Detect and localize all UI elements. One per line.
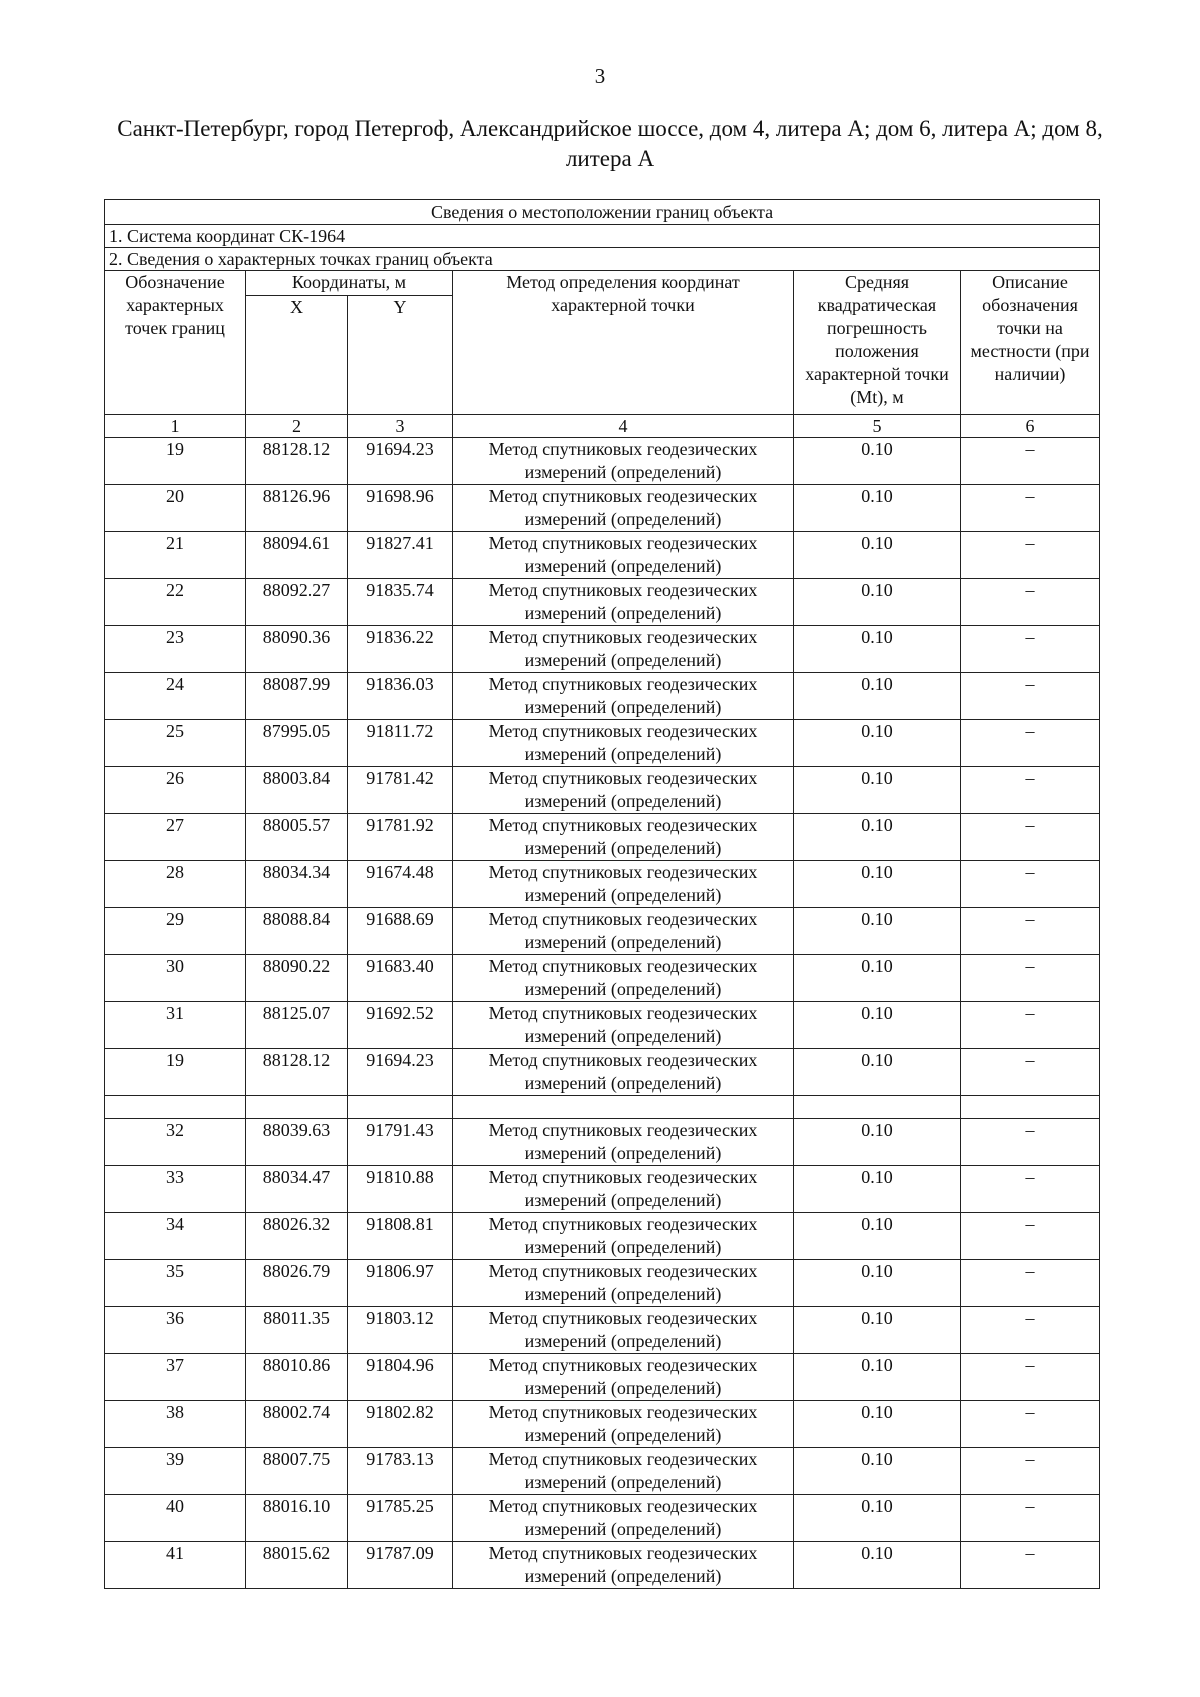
method-cell: Метод спутниковых геодезических измерений (определений) — [453, 861, 794, 908]
point-number: 33 — [105, 1166, 246, 1213]
point-number: 34 — [105, 1213, 246, 1260]
description-cell: – — [961, 1401, 1100, 1448]
column-number: 1 — [105, 415, 246, 438]
boundary-coordinates-table — [104, 199, 1100, 1589]
point-number: 41 — [105, 1542, 246, 1589]
description-cell: – — [961, 767, 1100, 814]
description-cell: – — [961, 1002, 1100, 1049]
description-cell: – — [961, 1448, 1100, 1495]
method-cell: Метод спутниковых геодезических измерений (определений) — [453, 438, 794, 485]
error-cell: 0.10 — [794, 673, 961, 720]
description-cell: – — [961, 1260, 1100, 1307]
error-cell: 0.10 — [794, 1307, 961, 1354]
point-number: 32 — [105, 1119, 246, 1166]
coordinate-x: 88088.84 — [246, 908, 348, 955]
empty-cell — [961, 1096, 1100, 1119]
description-cell: – — [961, 1354, 1100, 1401]
table-row — [105, 1542, 1100, 1589]
point-number: 19 — [105, 1049, 246, 1096]
description-cell: – — [961, 1049, 1100, 1096]
point-number: 29 — [105, 908, 246, 955]
coordinate-y: 91674.48 — [348, 861, 453, 908]
description-cell: – — [961, 532, 1100, 579]
method-cell: Метод спутниковых геодезических измерений (определений) — [453, 1542, 794, 1589]
coordinate-y: 91783.13 — [348, 1448, 453, 1495]
method-cell: Метод спутниковых геодезических измерений (определений) — [453, 767, 794, 814]
coordinate-y: 91694.23 — [348, 438, 453, 485]
coordinate-x: 88026.79 — [246, 1260, 348, 1307]
coordinate-y: 91688.69 — [348, 908, 453, 955]
table-row — [105, 673, 1100, 720]
error-cell: 0.10 — [794, 767, 961, 814]
coordinate-x: 88002.74 — [246, 1401, 348, 1448]
description-cell: – — [961, 1166, 1100, 1213]
coordinate-y: 91791.43 — [348, 1119, 453, 1166]
error-cell: 0.10 — [794, 438, 961, 485]
table-row — [105, 1049, 1100, 1096]
table-row — [105, 1354, 1100, 1401]
point-number: 25 — [105, 720, 246, 767]
point-number: 40 — [105, 1495, 246, 1542]
header-method: Метод определения координат характерной точки — [453, 271, 794, 415]
coordinate-x: 88090.36 — [246, 626, 348, 673]
table-row — [105, 814, 1100, 861]
error-cell: 0.10 — [794, 1495, 961, 1542]
coordinate-x: 88015.62 — [246, 1542, 348, 1589]
coordinate-y: 91810.88 — [348, 1166, 453, 1213]
table-row — [105, 1401, 1100, 1448]
point-number: 27 — [105, 814, 246, 861]
empty-cell — [105, 1096, 246, 1119]
empty-cell — [246, 1096, 348, 1119]
table-row — [105, 1260, 1100, 1307]
coordinate-x: 88007.75 — [246, 1448, 348, 1495]
method-cell: Метод спутниковых геодезических измерений (определений) — [453, 1495, 794, 1542]
coordinate-x: 88039.63 — [246, 1119, 348, 1166]
method-cell: Метод спутниковых геодезических измерений (определений) — [453, 1448, 794, 1495]
coordinate-y: 91836.03 — [348, 673, 453, 720]
coordinate-y: 91781.92 — [348, 814, 453, 861]
coordinate-x: 88016.10 — [246, 1495, 348, 1542]
empty-cell — [453, 1096, 794, 1119]
point-number: 19 — [105, 438, 246, 485]
method-cell: Метод спутниковых геодезических измерений (определений) — [453, 1213, 794, 1260]
table-row — [105, 1119, 1100, 1166]
header-description: Описание обозначения точки на местности (при наличии) — [961, 271, 1100, 415]
description-cell: – — [961, 908, 1100, 955]
header-x: X — [246, 296, 348, 415]
coordinate-x: 88125.07 — [246, 1002, 348, 1049]
error-cell: 0.10 — [794, 1260, 961, 1307]
coordinate-y: 91808.81 — [348, 1213, 453, 1260]
error-cell: 0.10 — [794, 720, 961, 767]
error-cell: 0.10 — [794, 1166, 961, 1213]
error-cell: 0.10 — [794, 1354, 961, 1401]
error-cell: 0.10 — [794, 1049, 961, 1096]
table-row — [105, 1213, 1100, 1260]
table-row — [105, 720, 1100, 767]
method-cell: Метод спутниковых геодезических измерений (определений) — [453, 579, 794, 626]
document-address-heading: Санкт-Петербург, город Петергоф, Александрийское шоссе, дом 4, литера А; дом 6, литера А; дом 8, литера А — [117, 116, 1103, 171]
error-cell: 0.10 — [794, 861, 961, 908]
point-number: 23 — [105, 626, 246, 673]
coordinate-x: 88026.32 — [246, 1213, 348, 1260]
point-number: 21 — [105, 532, 246, 579]
table-title: Сведения о местоположении границ объекта — [105, 200, 1100, 225]
method-cell: Метод спутниковых геодезических измерений (определений) — [453, 720, 794, 767]
description-cell: – — [961, 673, 1100, 720]
table-row — [105, 908, 1100, 955]
coordinate-x: 88092.27 — [246, 579, 348, 626]
header-coordinates: Координаты, м — [246, 271, 453, 296]
description-cell: – — [961, 626, 1100, 673]
coordinate-x: 87995.05 — [246, 720, 348, 767]
method-cell: Метод спутниковых геодезических измерений (определений) — [453, 532, 794, 579]
table-row — [105, 485, 1100, 532]
coordinate-x: 88087.99 — [246, 673, 348, 720]
coordinate-y: 91781.42 — [348, 767, 453, 814]
table-row — [105, 626, 1100, 673]
error-cell: 0.10 — [794, 532, 961, 579]
coordinate-x: 88090.22 — [246, 955, 348, 1002]
description-cell: – — [961, 861, 1100, 908]
page-number: 3 — [594, 64, 606, 88]
column-number: 3 — [348, 415, 453, 438]
description-cell: – — [961, 579, 1100, 626]
method-cell: Метод спутниковых геодезических измерений (определений) — [453, 908, 794, 955]
group-separator-row — [105, 1096, 1100, 1119]
coordinate-y: 91802.82 — [348, 1401, 453, 1448]
description-cell: – — [961, 438, 1100, 485]
description-cell: – — [961, 1495, 1100, 1542]
coordinate-x: 88011.35 — [246, 1307, 348, 1354]
method-cell: Метод спутниковых геодезических измерений (определений) — [453, 1401, 794, 1448]
description-cell: – — [961, 1307, 1100, 1354]
method-cell: Метод спутниковых геодезических измерений (определений) — [453, 673, 794, 720]
point-number: 20 — [105, 485, 246, 532]
description-cell: – — [961, 955, 1100, 1002]
table-row — [105, 1448, 1100, 1495]
error-cell: 0.10 — [794, 955, 961, 1002]
point-number: 31 — [105, 1002, 246, 1049]
coordinate-y: 91692.52 — [348, 1002, 453, 1049]
table-row — [105, 861, 1100, 908]
coordinate-x: 88034.47 — [246, 1166, 348, 1213]
coordinate-x: 88003.84 — [246, 767, 348, 814]
error-cell: 0.10 — [794, 1542, 961, 1589]
description-cell: – — [961, 814, 1100, 861]
point-number: 37 — [105, 1354, 246, 1401]
description-cell: – — [961, 485, 1100, 532]
characteristic-points-line: 2. Сведения о характерных точках границ объекта — [105, 248, 1100, 271]
table-row — [105, 955, 1100, 1002]
point-number: 36 — [105, 1307, 246, 1354]
point-number: 24 — [105, 673, 246, 720]
coordinate-y: 91836.22 — [348, 626, 453, 673]
point-number: 28 — [105, 861, 246, 908]
coordinate-y: 91694.23 — [348, 1049, 453, 1096]
description-cell: – — [961, 720, 1100, 767]
table-row — [105, 532, 1100, 579]
error-cell: 0.10 — [794, 485, 961, 532]
coordinate-x: 88034.34 — [246, 861, 348, 908]
method-cell: Метод спутниковых геодезических измерений (определений) — [453, 485, 794, 532]
method-cell: Метод спутниковых геодезических измерений (определений) — [453, 1049, 794, 1096]
point-number: 38 — [105, 1401, 246, 1448]
coordinate-x: 88010.86 — [246, 1354, 348, 1401]
method-cell: Метод спутниковых геодезических измерений (определений) — [453, 1307, 794, 1354]
point-number: 39 — [105, 1448, 246, 1495]
coordinate-x: 88128.12 — [246, 438, 348, 485]
description-cell: – — [961, 1542, 1100, 1589]
error-cell: 0.10 — [794, 1448, 961, 1495]
coordinate-y: 91803.12 — [348, 1307, 453, 1354]
coordinate-y: 91806.97 — [348, 1260, 453, 1307]
error-cell: 0.10 — [794, 1119, 961, 1166]
method-cell: Метод спутниковых геодезических измерений (определений) — [453, 1119, 794, 1166]
coordinate-y: 91811.72 — [348, 720, 453, 767]
method-cell: Метод спутниковых геодезических измерений (определений) — [453, 1260, 794, 1307]
coordinate-y: 91835.74 — [348, 579, 453, 626]
coordinate-y: 91787.09 — [348, 1542, 453, 1589]
coordinate-system-line: 1. Система координат СК-1964 — [105, 225, 1100, 248]
coordinate-y: 91785.25 — [348, 1495, 453, 1542]
method-cell: Метод спутниковых геодезических измерений (определений) — [453, 814, 794, 861]
column-number: 2 — [246, 415, 348, 438]
error-cell: 0.10 — [794, 1213, 961, 1260]
point-number: 22 — [105, 579, 246, 626]
coordinate-x: 88128.12 — [246, 1049, 348, 1096]
coordinate-x: 88005.57 — [246, 814, 348, 861]
table-row — [105, 438, 1100, 485]
method-cell: Метод спутниковых геодезических измерений (определений) — [453, 1002, 794, 1049]
error-cell: 0.10 — [794, 814, 961, 861]
coordinate-y: 91804.96 — [348, 1354, 453, 1401]
column-number-row — [105, 415, 1100, 438]
table-row — [105, 1495, 1100, 1542]
point-number: 30 — [105, 955, 246, 1002]
point-number: 35 — [105, 1260, 246, 1307]
error-cell: 0.10 — [794, 626, 961, 673]
empty-cell — [794, 1096, 961, 1119]
description-cell: – — [961, 1119, 1100, 1166]
error-cell: 0.10 — [794, 1401, 961, 1448]
table-row — [105, 579, 1100, 626]
column-number: 5 — [794, 415, 961, 438]
empty-cell — [348, 1096, 453, 1119]
coordinate-y: 91683.40 — [348, 955, 453, 1002]
header-designation: Обозначение характерных точек границ — [105, 271, 246, 415]
table-row — [105, 767, 1100, 814]
table-row — [105, 1307, 1100, 1354]
coordinate-y: 91698.96 — [348, 485, 453, 532]
point-number: 26 — [105, 767, 246, 814]
column-number: 4 — [453, 415, 794, 438]
method-cell: Метод спутниковых геодезических измерений (определений) — [453, 626, 794, 673]
method-cell: Метод спутниковых геодезических измерений (определений) — [453, 1354, 794, 1401]
error-cell: 0.10 — [794, 1002, 961, 1049]
table-row — [105, 1002, 1100, 1049]
header-error: Средняя квадратическая погрешность положения характерной точки (Mt), м — [794, 271, 961, 415]
method-cell: Метод спутниковых геодезических измерений (определений) — [453, 1166, 794, 1213]
column-number: 6 — [961, 415, 1100, 438]
error-cell: 0.10 — [794, 579, 961, 626]
coordinate-y: 91827.41 — [348, 532, 453, 579]
method-cell: Метод спутниковых геодезических измерений (определений) — [453, 955, 794, 1002]
coordinate-x: 88094.61 — [246, 532, 348, 579]
error-cell: 0.10 — [794, 908, 961, 955]
description-cell: – — [961, 1213, 1100, 1260]
coordinate-x: 88126.96 — [246, 485, 348, 532]
table-row — [105, 1166, 1100, 1213]
header-y: Y — [348, 296, 453, 415]
